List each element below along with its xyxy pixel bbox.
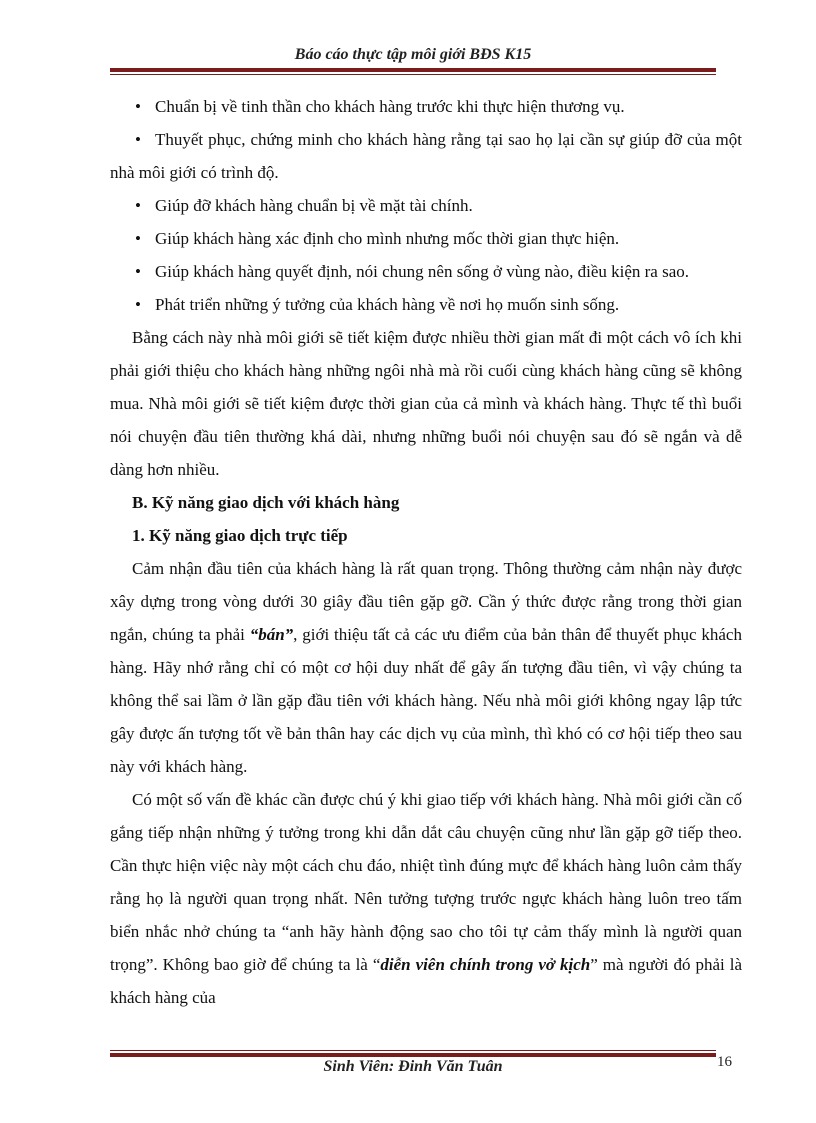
subsection-heading: 1. Kỹ năng giao dịch trực tiếp [132, 526, 348, 545]
bullet-item [110, 123, 742, 189]
bullet-text: Thuyết phục, chứng minh cho khách hàng rằng tại sao họ lại cần sự giúp đỡ của một nhà môi giới có trình độ. [110, 130, 742, 182]
bullet-text: Giúp đỡ khách hàng chuẩn bị về mặt tài chính. [155, 196, 473, 215]
bullet-icon: • [135, 196, 141, 215]
bullet-icon: • [135, 97, 141, 116]
bullet-text: Chuẩn bị về tinh thần cho khách hàng trước khi thực hiện thương vụ. [155, 97, 625, 116]
bullet-icon: • [135, 295, 141, 314]
bullet-item [110, 255, 742, 288]
paragraph-time-saving: Bằng cách này nhà môi giới sẽ tiết kiệm được nhiều thời gian mất đi một cách vô ích khi phải giới thiệu cho khách hàng những ngôi nhà mà rồi cuối cùng khách hàng cũng sẽ không mua. Nhà môi giới sẽ tiết kiệm được thời gian của cả mình và khách hàng. Thực tế thì buổi nói chuyện đầu tiên thường khá dài, nhưng những buổi nói chuyện sau đó sẽ ngắn và dễ dàng hơn nhiều. [110, 328, 742, 479]
paragraph-communication [110, 783, 742, 1014]
bullet-item [110, 288, 742, 321]
bullet-icon: • [135, 130, 141, 149]
paragraph-text: Cảm nhận đầu tiên của khách hàng là rất quan trọng. Thông thường cảm nhận này được xây dựng trong vòng dưới 30 giây đầu tiên gặp gỡ. Cần ý thức được rằng trong thời gian ngắn, chúng ta phải [110, 559, 742, 644]
emphasis-text: “bán” [249, 625, 294, 644]
footer-rule [110, 1050, 716, 1058]
paragraph-first-impression [110, 552, 742, 783]
header-rule [110, 68, 716, 76]
bullet-item [110, 189, 742, 222]
bullet-item [110, 90, 742, 123]
bullet-icon: • [135, 262, 141, 281]
footer-student-name: Sinh Viên: Đinh Văn Tuân [323, 1058, 503, 1075]
emphasis-text: diễn viên chính trong vở kịch [380, 955, 591, 974]
section-heading: B. Kỹ năng giao dịch với khách hàng [132, 493, 400, 512]
bullet-text: Giúp khách hàng quyết định, nói chung nên sống ở vùng nào, điều kiện ra sao. [155, 262, 689, 281]
paragraph-text: , giới thiệu tất cả các ưu điểm của bản thân để thuyết phục khách hàng. Hãy nhớ rằng chỉ có một cơ hội duy nhất để gây ấn tượng đầu tiên, vì vậy chúng ta không thể sai lầm ở lần gặp đầu tiên với khách hàng. Nếu nhà môi giới không ngay lập tức gây được ấn tượng tốt về bản thân hay các dịch vụ của mình, thì khó có cơ hội tiếp theo sau này với khách hàng. [110, 625, 742, 776]
paragraph-text: Có một số vấn đề khác cần được chú ý khi giao tiếp với khách hàng. Nhà môi giới cần cố gắng tiếp nhận những ý tưởng trong khi dẫn dắt câu chuyện cũng như lần gặp gỡ tiếp theo. Cần thực hiện việc này một cách chu đáo, nhiệt tình đúng mực để khách hàng luôn cảm thấy rằng họ là người quan trọng nhất. Nên tưởng tượng trước ngực khách hàng luôn treo tấm biển nhắc nhở chúng ta “anh hãy hành động sao cho tôi tự cảm thấy mình là người quan trọng”. Không bao giờ để chúng ta là “ [110, 790, 742, 974]
bullet-item [110, 222, 742, 255]
bullet-icon: • [135, 229, 141, 248]
page-number: 16 [717, 1054, 732, 1070]
paragraph-text: ” mà người đó phải là khách hàng của [110, 955, 743, 1007]
bullet-text: Giúp khách hàng xác định cho mình nhưng mốc thời gian thực hiện. [155, 229, 620, 248]
document-body [110, 90, 742, 1014]
header-title: Báo cáo thực tập môi giới BĐS K15 [294, 46, 532, 63]
bullet-text: Phát triển những ý tưởng của khách hàng về nơi họ muốn sinh sống. [155, 295, 620, 314]
